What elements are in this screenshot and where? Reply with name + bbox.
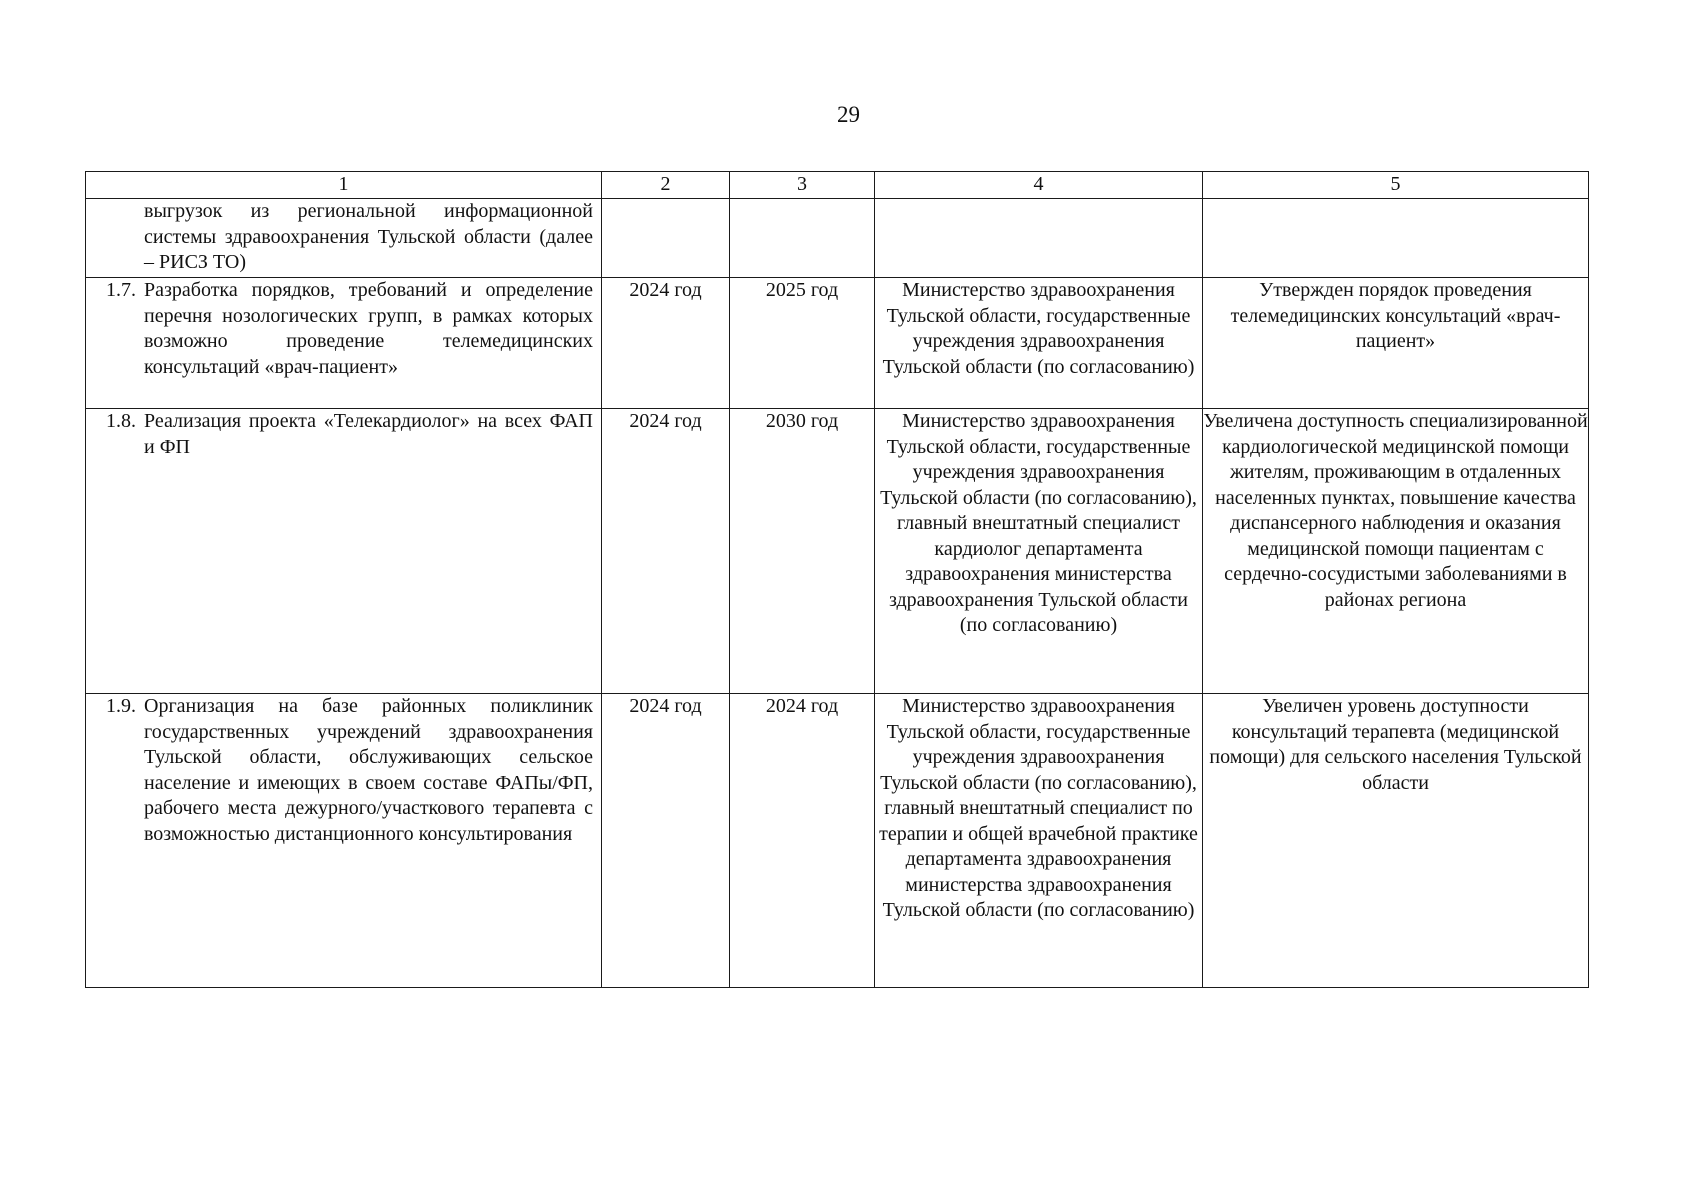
responsible: Министерство здравоохранения Тульской области, государственные учреждения здравоохранения Тульской области (по согласованию) bbox=[875, 278, 1203, 409]
table-row bbox=[86, 199, 1589, 278]
start-year: 2024 год bbox=[602, 409, 730, 694]
table-header-row bbox=[86, 172, 1589, 199]
column-header: 5 bbox=[1203, 172, 1589, 199]
item-number: 1.8. bbox=[106, 410, 136, 432]
end-year: 2025 год bbox=[730, 278, 875, 409]
item-number bbox=[86, 199, 144, 276]
responsible: Министерство здравоохранения Тульской области, государственные учреждения здравоохранения Тульской области (по согласованию), главный внештатный специалист по терапии и общей врачебной практике департамента здравоохранения министерства здравоохранения Тульской области (по согласованию) bbox=[875, 694, 1203, 988]
expected-result: Утвержден порядок проведения телемедицинских консультаций «врач-пациент» bbox=[1203, 278, 1589, 409]
item-description: Реализация проекта «Телекардиолог» на всех ФАП и ФП bbox=[144, 410, 593, 458]
measure-cell bbox=[86, 694, 602, 988]
start-year: 2024 год bbox=[602, 694, 730, 988]
end-year: 2024 год bbox=[730, 694, 875, 988]
measure-cell bbox=[86, 199, 602, 278]
measure-cell bbox=[86, 409, 602, 694]
item-description: Разработка порядков, требований и определение перечня нозологических групп, в рамках которых возможно проведение телемедицинских консультаций «врач-пациент» bbox=[144, 279, 593, 378]
table-row bbox=[86, 409, 1589, 694]
column-header: 3 bbox=[730, 172, 875, 199]
expected-result bbox=[1203, 199, 1589, 278]
start-year bbox=[602, 199, 730, 278]
column-header: 1 bbox=[86, 172, 602, 199]
end-year bbox=[730, 199, 875, 278]
end-year: 2030 год bbox=[730, 409, 875, 694]
item-description: Организация на базе районных поликлиник государственных учреждений здравоохранения Тульской области, обслуживающих сельское население и имеющих в своем составе ФАПы/ФП, рабочего места дежурного/участкового терапевта с возможностью дистанционного консультирования bbox=[144, 695, 593, 845]
responsible: Министерство здравоохранения Тульской области, государственные учреждения здравоохранения Тульской области (по согласованию), главный внештатный специалист кардиолог департамента здравоохранения министерства здравоохранения Тульской области (по согласованию) bbox=[875, 409, 1203, 694]
expected-result: Увеличен уровень доступности консультаций терапевта (медицинской помощи) для сельского населения Тульской области bbox=[1203, 694, 1589, 988]
table-row bbox=[86, 694, 1589, 988]
page-number: 29 bbox=[837, 102, 860, 127]
column-header: 4 bbox=[875, 172, 1203, 199]
plan-table bbox=[85, 171, 1589, 988]
start-year: 2024 год bbox=[602, 278, 730, 409]
responsible bbox=[875, 199, 1203, 278]
table-row bbox=[86, 278, 1589, 409]
item-number: 1.7. bbox=[106, 279, 136, 301]
measure-cell bbox=[86, 278, 602, 409]
item-description: выгрузок из региональной информационной системы здравоохранения Тульской области (далее – РИСЗ ТО) bbox=[144, 200, 593, 273]
expected-result: Увеличена доступность специализированной кардиологической медицинской помощи жителям, проживающим в отдаленных населенных пунктах, повышение качества диспансерного наблюдения и оказания медицинской помощи пациентам с сердечно-сосудистыми заболеваниями в районах региона bbox=[1203, 409, 1589, 694]
column-header: 2 bbox=[602, 172, 730, 199]
item-number: 1.9. bbox=[106, 695, 136, 717]
